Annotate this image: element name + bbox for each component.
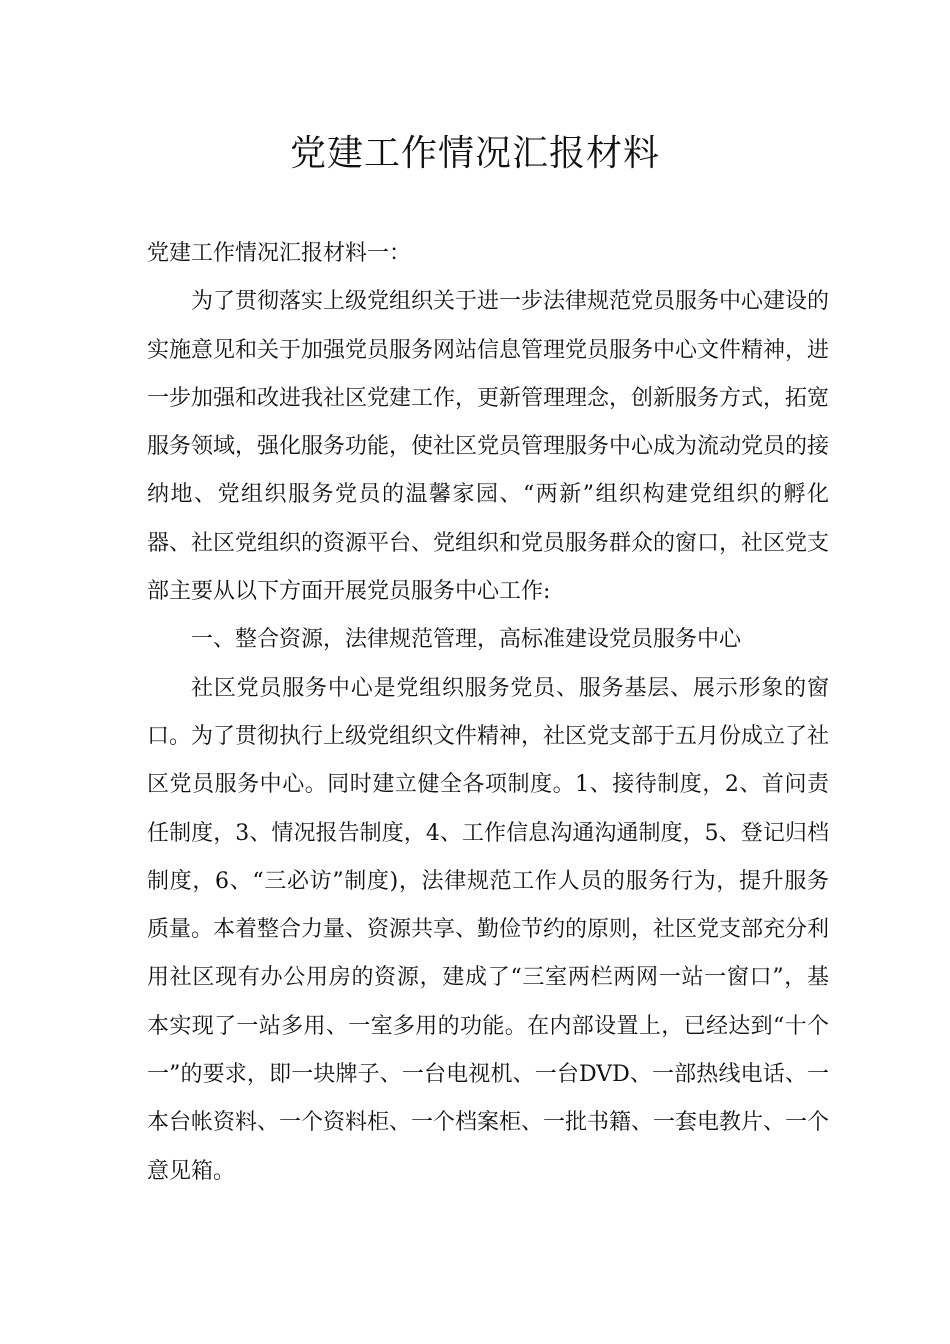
- document-title: 党建工作情况汇报材料: [289, 133, 660, 174]
- body-paragraph-1: 社区党员服务中心是党组织服务党员、服务基层、展示形象的窗口。为了贯彻执行上级党组织文件精神，社区党支部于五月份成立了社区党员服务中心。同时建立健全各项制度。1、接待制度，2、首问责任制度，3、情况报告制度，4、工作信息沟通沟通制度，5、登记归档制度，6、“三必访”制度)，法律规范工作人员的服务行为，提升服务质量。本着整合力量、资源共享、勤俭节约的原则，社区党支部充分利用社区现有办公用房的资源，建成了“三室两栏两网一站一窗口”，基本实现了一站多用、一室多用的功能。在内部设置上，已经达到“十个一”的要求，即一块牌子、一台电视机、一台DVD、一部热线电话、一本台帐资料、一个资料柜、一个档案柜、一批书籍、一套电教片、一个意见箱。: [147, 675, 830, 1184]
- section-heading-1: 一、整合资源，法律规范管理，高标准建设党员服务中心: [191, 627, 742, 653]
- document-body: [147, 230, 829, 1196]
- section-label: 党建工作情况汇报材料一：: [147, 241, 412, 266]
- intro-paragraph: 为了贯彻落实上级党组织关于进一步法律规范党员服务中心建设的实施意见和关于加强党员服务网站信息管理党员服务中心文件精神，进一步加强和改进我社区党建工作，更新管理理念，创新服务方式，拓宽服务领域，强化服务功能，使社区党员管理服务中心成为流动党员的接纳地、党组织服务党员的温馨家园、“两新”组织构建党组织的孵化器、社区党组织的资源平台、党组织和党员服务群众的窗口，社区党支部主要从以下方面开展党员服务中心工作:: [147, 289, 830, 605]
